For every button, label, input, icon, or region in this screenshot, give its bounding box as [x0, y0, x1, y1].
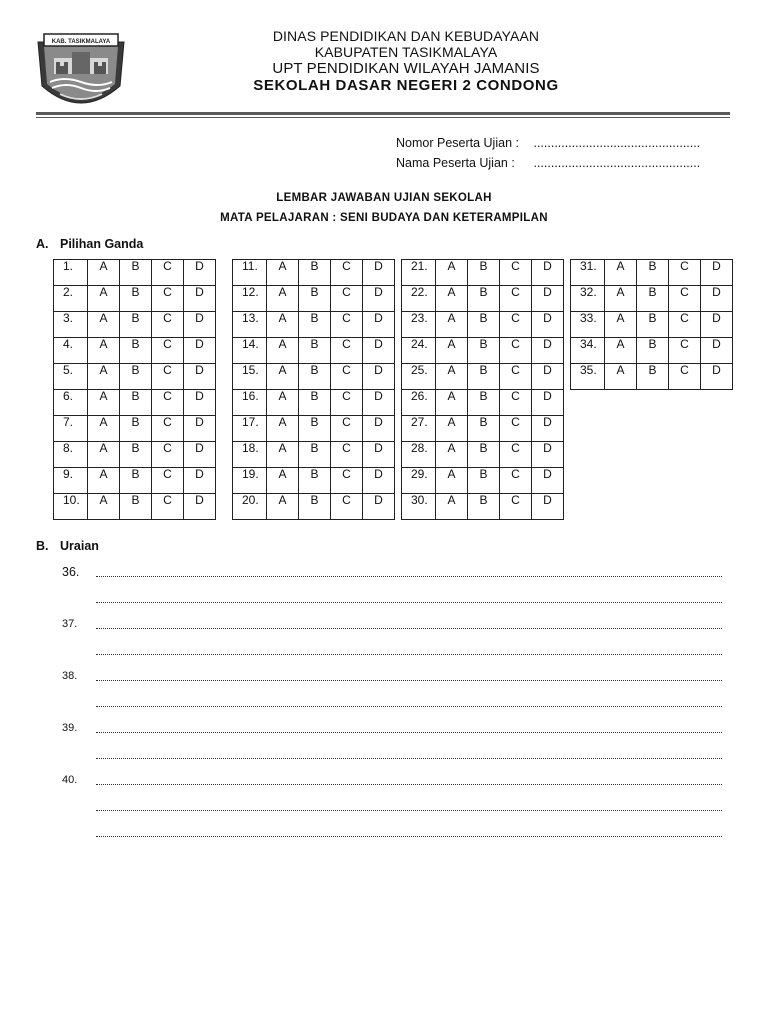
answer-option[interactable]: D: [184, 494, 216, 520]
answer-row: [233, 260, 395, 286]
answer-option[interactable]: C: [669, 286, 701, 312]
answer-option[interactable]: B: [637, 312, 669, 338]
answer-option[interactable]: A: [436, 442, 468, 468]
answer-row: [233, 364, 395, 390]
letterhead-divider-thin: [36, 117, 730, 118]
answer-option[interactable]: B: [468, 468, 500, 494]
school-name: SEKOLAH DASAR NEGERI 2 CONDONG: [253, 77, 559, 94]
answer-option[interactable]: C: [669, 260, 701, 286]
question-number: 5.: [54, 364, 88, 390]
essay-answer-line[interactable]: [96, 593, 722, 603]
essay-answer-line[interactable]: [96, 567, 722, 577]
answer-row: [233, 442, 395, 468]
answer-option[interactable]: D: [532, 260, 564, 286]
essay-answer-line[interactable]: [96, 697, 722, 707]
answer-option[interactable]: A: [436, 390, 468, 416]
answer-option[interactable]: A: [267, 468, 299, 494]
essay-item: [62, 669, 732, 721]
essay-item: [62, 773, 732, 851]
answer-option[interactable]: A: [267, 338, 299, 364]
answer-option[interactable]: A: [267, 260, 299, 286]
answer-option[interactable]: C: [152, 338, 184, 364]
answer-row: [402, 468, 564, 494]
answer-option[interactable]: C: [331, 286, 363, 312]
question-number: 6.: [54, 390, 88, 416]
answer-option[interactable]: D: [363, 390, 395, 416]
answer-option[interactable]: D: [363, 338, 395, 364]
answer-row: [54, 286, 216, 312]
answer-option[interactable]: B: [120, 494, 152, 520]
answer-row: [571, 286, 733, 312]
essay-answer-line[interactable]: [96, 827, 722, 837]
section-b-letter: B.: [36, 539, 49, 553]
answer-option[interactable]: A: [436, 260, 468, 286]
answer-grid-11-20: [232, 259, 395, 520]
question-number: 27.: [402, 416, 436, 442]
answer-row: [54, 390, 216, 416]
answer-option[interactable]: D: [363, 494, 395, 520]
answer-option[interactable]: A: [88, 286, 120, 312]
answer-option[interactable]: B: [299, 494, 331, 520]
answer-row: [233, 338, 395, 364]
answer-option[interactable]: B: [468, 442, 500, 468]
answer-option[interactable]: A: [436, 338, 468, 364]
kabupaten-tasikmalaya-logo: [34, 28, 128, 114]
answer-option[interactable]: D: [184, 390, 216, 416]
essay-question-number: 36.: [62, 565, 80, 579]
answer-row: [402, 260, 564, 286]
essay-line: [62, 721, 732, 747]
essay-line: [62, 773, 732, 799]
answer-option[interactable]: D: [184, 260, 216, 286]
answer-option[interactable]: B: [299, 286, 331, 312]
answer-option[interactable]: A: [88, 468, 120, 494]
question-number: 3.: [54, 312, 88, 338]
answer-row: [54, 312, 216, 338]
answer-option[interactable]: B: [120, 442, 152, 468]
essay-line: [62, 825, 732, 851]
answer-row: [402, 312, 564, 338]
question-number: 8.: [54, 442, 88, 468]
answer-option[interactable]: A: [436, 364, 468, 390]
answer-option[interactable]: C: [500, 494, 532, 520]
answer-option[interactable]: B: [120, 390, 152, 416]
question-number: 28.: [402, 442, 436, 468]
answer-option[interactable]: A: [88, 260, 120, 286]
answer-option[interactable]: C: [152, 364, 184, 390]
answer-option[interactable]: D: [532, 468, 564, 494]
answer-option[interactable]: C: [500, 286, 532, 312]
essay-answers: [62, 565, 732, 851]
answer-option[interactable]: B: [468, 390, 500, 416]
answer-row: [571, 338, 733, 364]
answer-option[interactable]: A: [88, 312, 120, 338]
answer-option[interactable]: D: [184, 416, 216, 442]
answer-option[interactable]: D: [532, 390, 564, 416]
essay-line: [62, 617, 732, 643]
essay-line: [62, 747, 732, 773]
question-number: 15.: [233, 364, 267, 390]
question-number: 26.: [402, 390, 436, 416]
answer-option[interactable]: B: [120, 338, 152, 364]
essay-line: [62, 695, 732, 721]
answer-option[interactable]: D: [363, 364, 395, 390]
participant-name-row: [396, 153, 736, 173]
question-number: 30.: [402, 494, 436, 520]
answer-row: [233, 416, 395, 442]
answer-option[interactable]: A: [605, 364, 637, 390]
answer-option[interactable]: B: [299, 442, 331, 468]
answer-option[interactable]: C: [331, 312, 363, 338]
answer-option[interactable]: D: [363, 442, 395, 468]
question-number: 24.: [402, 338, 436, 364]
answer-option[interactable]: A: [605, 260, 637, 286]
section-b-label: Uraian: [60, 539, 99, 553]
answer-row: [54, 494, 216, 520]
answer-option[interactable]: D: [532, 494, 564, 520]
answer-option[interactable]: C: [500, 390, 532, 416]
participant-number-label: Nomor Peserta Ujian :: [396, 136, 519, 150]
essay-answer-line[interactable]: [96, 801, 722, 811]
answer-option[interactable]: A: [605, 286, 637, 312]
question-number: 13.: [233, 312, 267, 338]
section-b-heading: [36, 539, 99, 553]
question-number: 35.: [571, 364, 605, 390]
answer-option[interactable]: B: [120, 416, 152, 442]
answer-option[interactable]: C: [331, 260, 363, 286]
answer-option[interactable]: C: [152, 286, 184, 312]
question-number: 25.: [402, 364, 436, 390]
answer-option[interactable]: C: [500, 468, 532, 494]
answer-row: [402, 442, 564, 468]
answer-option[interactable]: A: [267, 390, 299, 416]
question-number: 22.: [402, 286, 436, 312]
answer-option[interactable]: D: [532, 364, 564, 390]
answer-row: [233, 468, 395, 494]
answer-option[interactable]: A: [88, 390, 120, 416]
answer-option[interactable]: C: [500, 364, 532, 390]
question-number: 20.: [233, 494, 267, 520]
answer-option[interactable]: A: [436, 312, 468, 338]
essay-answer-line[interactable]: [96, 749, 722, 759]
answer-option[interactable]: D: [701, 260, 733, 286]
answer-option[interactable]: A: [436, 468, 468, 494]
answer-option[interactable]: C: [331, 442, 363, 468]
answer-option[interactable]: D: [701, 312, 733, 338]
answer-option[interactable]: D: [532, 338, 564, 364]
answer-option[interactable]: D: [363, 468, 395, 494]
answer-option[interactable]: C: [669, 338, 701, 364]
answer-option[interactable]: D: [184, 442, 216, 468]
answer-option[interactable]: A: [88, 416, 120, 442]
regency-name: KABUPATEN TASIKMALAYA: [314, 44, 498, 60]
logo-text: KAB. TASIKMALAYA: [51, 39, 111, 45]
essay-question-number: 38.: [62, 670, 78, 682]
answer-row: [402, 338, 564, 364]
answer-option[interactable]: A: [88, 442, 120, 468]
answer-option[interactable]: B: [299, 338, 331, 364]
answer-option[interactable]: B: [299, 390, 331, 416]
answer-option[interactable]: C: [500, 442, 532, 468]
letterhead-divider: [36, 112, 730, 115]
answer-option[interactable]: B: [120, 260, 152, 286]
answer-option[interactable]: A: [267, 364, 299, 390]
participant-number-field: ................................................: [533, 136, 701, 150]
answer-option[interactable]: B: [468, 416, 500, 442]
answer-option[interactable]: B: [120, 468, 152, 494]
question-number: 11.: [233, 260, 267, 286]
question-number: 17.: [233, 416, 267, 442]
participant-name-field: ................................................: [533, 156, 701, 170]
answer-row: [233, 390, 395, 416]
answer-option[interactable]: D: [532, 312, 564, 338]
question-number: 4.: [54, 338, 88, 364]
answer-option[interactable]: C: [152, 416, 184, 442]
answer-option[interactable]: B: [120, 364, 152, 390]
subject-title: MATA PELAJARAN : SENI BUDAYA DAN KETERAMPILAN: [220, 212, 548, 224]
answer-option[interactable]: D: [532, 416, 564, 442]
answer-option[interactable]: C: [669, 364, 701, 390]
answer-option[interactable]: B: [468, 494, 500, 520]
answer-option[interactable]: D: [184, 286, 216, 312]
answer-option[interactable]: A: [436, 416, 468, 442]
answer-row: [54, 416, 216, 442]
answer-option[interactable]: B: [299, 312, 331, 338]
agency-name: DINAS PENDIDIKAN DAN KEBUDAYAAN: [272, 28, 540, 44]
answer-option[interactable]: C: [331, 390, 363, 416]
question-number: 18.: [233, 442, 267, 468]
essay-item: [62, 721, 732, 773]
answer-option[interactable]: C: [331, 416, 363, 442]
essay-answer-line[interactable]: [96, 619, 722, 629]
question-number: 19.: [233, 468, 267, 494]
answer-option[interactable]: D: [184, 312, 216, 338]
answer-option[interactable]: D: [184, 338, 216, 364]
answer-grid-31-35: [570, 259, 733, 390]
answer-grid-1-10: [53, 259, 216, 520]
answer-row: [233, 286, 395, 312]
answer-option[interactable]: D: [701, 286, 733, 312]
section-a-letter: A.: [36, 237, 49, 251]
essay-item: [62, 565, 732, 617]
answer-row: [571, 312, 733, 338]
answer-option[interactable]: B: [468, 338, 500, 364]
answer-option[interactable]: C: [152, 494, 184, 520]
answer-option[interactable]: B: [468, 364, 500, 390]
answer-option[interactable]: A: [88, 338, 120, 364]
answer-option[interactable]: C: [331, 364, 363, 390]
answer-option[interactable]: D: [532, 442, 564, 468]
answer-option[interactable]: B: [468, 286, 500, 312]
participant-identity: [396, 133, 736, 173]
answer-row: [233, 494, 395, 520]
question-number: 23.: [402, 312, 436, 338]
question-number: 16.: [233, 390, 267, 416]
answer-row: [571, 260, 733, 286]
essay-answer-line[interactable]: [96, 671, 722, 681]
letterhead: [196, 28, 616, 95]
answer-option[interactable]: A: [267, 442, 299, 468]
answer-option[interactable]: B: [299, 468, 331, 494]
answer-option[interactable]: C: [152, 260, 184, 286]
essay-question-number: 40.: [62, 774, 78, 786]
answer-option[interactable]: C: [500, 338, 532, 364]
answer-option[interactable]: C: [669, 312, 701, 338]
answer-row: [54, 260, 216, 286]
answer-grid-21-30: [401, 259, 564, 520]
answer-option[interactable]: D: [363, 416, 395, 442]
answer-option[interactable]: A: [88, 494, 120, 520]
answer-option[interactable]: D: [363, 260, 395, 286]
answer-option[interactable]: C: [500, 260, 532, 286]
answer-option[interactable]: D: [701, 364, 733, 390]
answer-option[interactable]: A: [605, 312, 637, 338]
answer-option[interactable]: B: [637, 286, 669, 312]
question-number: 10.: [54, 494, 88, 520]
answer-row: [402, 390, 564, 416]
question-number: 29.: [402, 468, 436, 494]
upt-name: UPT PENDIDIKAN WILAYAH JAMANIS: [272, 60, 540, 77]
answer-option[interactable]: C: [331, 494, 363, 520]
answer-option[interactable]: B: [299, 260, 331, 286]
question-number: 9.: [54, 468, 88, 494]
question-number: 7.: [54, 416, 88, 442]
answer-row: [402, 494, 564, 520]
essay-answer-line[interactable]: [96, 775, 722, 785]
essay-item: [62, 617, 732, 669]
answer-option[interactable]: A: [267, 312, 299, 338]
answer-option[interactable]: C: [152, 312, 184, 338]
essay-line: [62, 565, 732, 591]
question-number: 31.: [571, 260, 605, 286]
answer-option[interactable]: C: [500, 416, 532, 442]
essay-line: [62, 591, 732, 617]
answer-option[interactable]: D: [363, 312, 395, 338]
answer-option[interactable]: B: [637, 338, 669, 364]
answer-row: [54, 468, 216, 494]
answer-option[interactable]: C: [152, 468, 184, 494]
answer-row: [402, 286, 564, 312]
answer-option[interactable]: D: [701, 338, 733, 364]
participant-number-row: [396, 133, 736, 153]
question-number: 34.: [571, 338, 605, 364]
answer-option[interactable]: B: [637, 364, 669, 390]
question-number: 2.: [54, 286, 88, 312]
answer-option[interactable]: D: [184, 468, 216, 494]
answer-row: [402, 364, 564, 390]
essay-answer-line[interactable]: [96, 723, 722, 733]
essay-line: [62, 643, 732, 669]
sheet-title: LEMBAR JAWABAN UJIAN SEKOLAH: [276, 192, 492, 204]
answer-option[interactable]: C: [500, 312, 532, 338]
answer-option[interactable]: A: [88, 364, 120, 390]
question-number: 14.: [233, 338, 267, 364]
answer-option[interactable]: C: [331, 338, 363, 364]
answer-option[interactable]: B: [468, 260, 500, 286]
essay-line: [62, 799, 732, 825]
question-number: 21.: [402, 260, 436, 286]
section-a-label: Pilihan Ganda: [60, 237, 144, 251]
answer-option[interactable]: A: [267, 494, 299, 520]
question-number: 32.: [571, 286, 605, 312]
essay-question-number: 39.: [62, 722, 78, 734]
section-a-heading: [36, 237, 143, 251]
answer-option[interactable]: B: [120, 312, 152, 338]
answer-option[interactable]: C: [152, 442, 184, 468]
answer-option[interactable]: A: [436, 286, 468, 312]
answer-option[interactable]: C: [331, 468, 363, 494]
answer-row: [233, 312, 395, 338]
question-number: 12.: [233, 286, 267, 312]
answer-option[interactable]: A: [267, 416, 299, 442]
answer-option[interactable]: A: [267, 286, 299, 312]
answer-row: [54, 364, 216, 390]
answer-row: [571, 364, 733, 390]
essay-answer-line[interactable]: [96, 645, 722, 655]
answer-option[interactable]: B: [637, 260, 669, 286]
answer-row: [54, 442, 216, 468]
answer-option[interactable]: D: [184, 364, 216, 390]
answer-option[interactable]: C: [152, 390, 184, 416]
answer-row: [402, 416, 564, 442]
answer-option[interactable]: B: [120, 286, 152, 312]
essay-question-number: 37.: [62, 618, 78, 630]
question-number: 33.: [571, 312, 605, 338]
answer-option[interactable]: D: [363, 286, 395, 312]
answer-option[interactable]: B: [299, 364, 331, 390]
participant-name-label: Nama Peserta Ujian :: [396, 156, 515, 170]
answer-option[interactable]: D: [532, 286, 564, 312]
answer-row: [54, 338, 216, 364]
answer-option[interactable]: B: [299, 416, 331, 442]
answer-option[interactable]: A: [605, 338, 637, 364]
question-number: 1.: [54, 260, 88, 286]
essay-line: [62, 669, 732, 695]
answer-option[interactable]: A: [436, 494, 468, 520]
answer-option[interactable]: B: [468, 312, 500, 338]
